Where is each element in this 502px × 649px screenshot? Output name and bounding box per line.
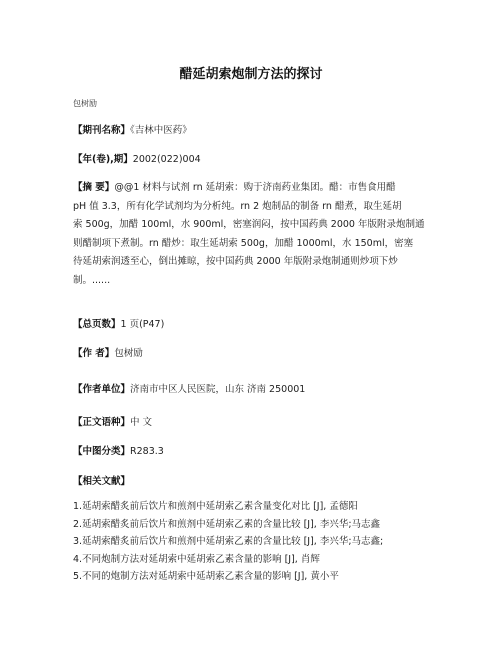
abstract-line: pH 值 3.3，所有化学试剂均为分析纯。rn 2 炮制品的制备 rn 醋煮，取生延胡 [73,200,402,212]
classification-field [73,443,164,461]
classification-value: R283.3 [130,446,164,457]
related-literature-heading [73,473,130,491]
journal-value: 《吉林中医药》 [130,125,192,136]
affiliation-label: 【作者单位】 [73,384,131,395]
reference-list [73,498,383,586]
related-label: 【相关文献】 [73,476,131,487]
reference-item[interactable]: 5.不同的炮制方法对延胡索中延胡索乙素含量的影响 [J], 黄小平 [73,571,339,582]
journal-label: 【期刊名称】 [73,125,131,136]
author-value: 包树励 [114,348,143,359]
reference-item[interactable]: 4.不同炮制方法对延胡索中延胡索乙素含量的影响 [J], 肖辉 [73,553,320,565]
reference-item[interactable]: 1.延胡索醋炙前后饮片和煎剂中延胡索乙素含量变化对比 [J], 孟德阳 [73,501,358,512]
abstract-line: 索 500g，加醋 100ml，水 900ml，密塞润闷，按中国药典 2000 年版附录炮制通 [73,219,425,230]
affiliation-field [73,381,305,399]
pages-field [73,316,164,334]
author-field [73,345,143,363]
language-label: 【正文语种】 [73,417,131,428]
reference-item[interactable]: 2.延胡索醋炙前后饮片和煎剂中延胡索乙素的含量比较 [J], 李兴华;马志鑫 [73,518,381,530]
pages-value: 1 页(P47) [120,319,165,330]
document-author: 包树励 [73,99,97,108]
pages-label: 【总页数】 [73,319,121,330]
abstract-line: 【摘 要】@@1 材料与试剂 rn 延胡索：购于济南药业集团。醋：市售食用醋 [73,182,396,193]
abstract-line: 待延胡索润透至心，倒出摊晾，按中国药典 2000 年版附录炮制通则炒项下炒 [73,256,398,267]
journal-field [73,122,192,140]
language-value: 中 文 [130,417,153,428]
classification-label: 【中图分类】 [73,446,131,457]
affiliation-value: 济南市中区人民医院，山东 济南 250001 [130,384,306,395]
reference-item[interactable]: 3.延胡索醋炙前后饮片和煎剂中延胡索乙素的含量比较 [J], 李兴华;马志鑫; [73,536,384,547]
language-field [73,414,152,432]
abstract-line: 则醋制项下煮制。rn 醋炒：取生延胡索 500g，加醋 1000ml，水 150ml，密塞 [73,237,414,249]
year-value: 2002(022)004 [132,154,201,165]
year-label: 【年(卷),期】 [73,154,133,165]
abstract-line: 制。...... [73,274,111,286]
abstract-block [73,179,433,290]
year-field [73,151,201,169]
document-title: 醋延胡索炮制方法的探讨 [179,67,323,82]
author-label: 【作 者】 [73,348,115,359]
abstract-label: 【摘 要】 [73,182,115,193]
